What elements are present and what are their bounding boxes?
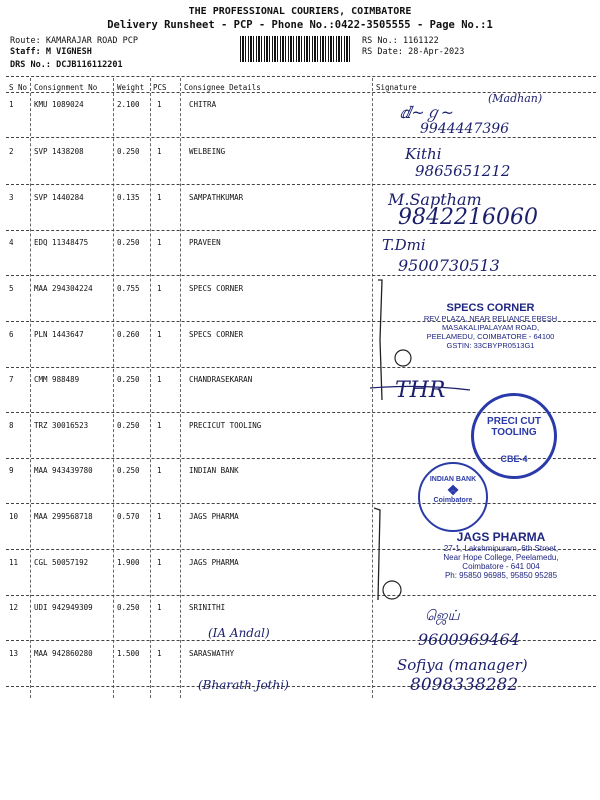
barcode-image: [240, 36, 352, 62]
row-weight: 0.250: [117, 421, 140, 430]
row-pcs: 1: [157, 558, 162, 567]
row-pcs: 1: [157, 100, 162, 109]
header-top-rule: [6, 76, 596, 77]
row-consignment-no: MAA 942860280: [34, 649, 93, 658]
drs-value: DCJB116112201: [56, 60, 123, 70]
row-weight: 0.250: [117, 238, 140, 247]
row-weight: 0.260: [117, 330, 140, 339]
handwritten-phone: 8098338282: [410, 675, 519, 695]
seal-title: INDIAN BANK: [429, 476, 477, 483]
col-divider: [150, 78, 151, 698]
signature-scribble: Kithi: [405, 145, 442, 163]
row-sno: 1: [9, 100, 14, 109]
row-consignment-no: MAA 294304224: [34, 284, 93, 293]
drs-line: [10, 60, 123, 70]
staff-value: M VIGNESH: [45, 47, 92, 57]
seal-city: CBE-4: [500, 454, 528, 464]
row-sno: 11: [9, 558, 19, 567]
handwritten-phone: 9842216060: [398, 205, 538, 230]
row-consignee: SARASWATHY: [189, 649, 235, 658]
col-header-consignee: Consignee Details: [184, 83, 261, 92]
row-divider: [6, 184, 596, 185]
stamp-address: 27-1, Lakshmipuram, 6th Street,: [443, 544, 559, 553]
stamp-address: Near Hope College, Peelamedu,: [443, 553, 559, 562]
bank-logo-icon: ❖: [446, 482, 460, 498]
stamp-address: MASAKALIPALAYAM ROAD,: [441, 323, 540, 332]
row-divider: [6, 230, 596, 231]
stamp-title: SPECS CORNER: [446, 302, 535, 314]
col-divider: [30, 78, 31, 698]
rs-date-label: RS Date:: [362, 47, 403, 57]
row-sno: 12: [9, 603, 19, 612]
stamp-phone: Ph: 95850 96985, 95850 95285: [444, 571, 558, 580]
row-weight: 1.500: [117, 649, 140, 658]
row-pcs: 1: [157, 330, 162, 339]
row-divider: [6, 137, 596, 138]
handwritten-name: (Madhan): [488, 92, 543, 105]
handwritten-phone: 9600969464: [418, 630, 520, 649]
circled-mark: [383, 581, 401, 599]
row-sno: 5: [9, 284, 14, 293]
stamp-address: PEELAMEDU, COIMBATORE - 64100: [426, 332, 555, 341]
signature-scribble: ⅆ~ℊ~: [400, 103, 455, 122]
route-line: [10, 36, 138, 46]
row-consignment-no: KMU 1089024: [34, 100, 84, 109]
col-divider: [113, 78, 114, 698]
row-consignee: SAMPATHKUMAR: [189, 193, 244, 202]
row-weight: 2.100: [117, 100, 140, 109]
bracket-line: [374, 508, 380, 600]
stamp-address: Coimbatore - 641 004: [462, 562, 540, 571]
handwritten-mark: THR: [395, 378, 446, 403]
route-label: Route:: [10, 36, 41, 46]
row-consignee: JAGS PHARMA: [189, 512, 239, 521]
row-consignment-no: CMM 988489: [34, 375, 80, 384]
row-sno: 3: [9, 193, 14, 202]
row-weight: 0.570: [117, 512, 140, 521]
bracket-line: [378, 280, 382, 400]
row-consignee: JAGS PHARMA: [189, 558, 239, 567]
rs-no-value: 1161122: [402, 36, 439, 46]
stamp-address: REV PLAZA, NEAR RELIANCE FRESH: [423, 314, 558, 323]
route-value: KAMARAJAR ROAD PCP: [45, 36, 138, 46]
rs-no-label: RS No.:: [362, 36, 398, 46]
row-consignee: CHANDRASEKARAN: [189, 375, 253, 384]
handwritten-phone: 9944447396: [420, 121, 510, 137]
stamp-title: JAGS PHARMA: [456, 530, 546, 544]
circled-mark: [395, 350, 411, 366]
row-pcs: 1: [157, 147, 162, 156]
row-weight: 0.250: [117, 147, 140, 156]
row-consignment-no: SVP 1438208: [34, 147, 84, 156]
row-sno: 13: [9, 649, 19, 658]
row-sno: 10: [9, 512, 19, 521]
row-consignee: PRAVEEN: [189, 238, 221, 247]
row-weight: 0.250: [117, 603, 140, 612]
signature-stroke: [370, 386, 470, 390]
seal-city: Coimbatore: [433, 497, 473, 504]
row-sno: 6: [9, 330, 14, 339]
company-title: THE PROFESSIONAL COURIERS, COIMBATORE: [188, 6, 412, 17]
row-weight: 0.250: [117, 466, 140, 475]
staff-line: [10, 47, 92, 57]
row-weight: 0.755: [117, 284, 140, 293]
rs-date-line: [362, 47, 464, 57]
row-sno: 7: [9, 375, 14, 384]
row-pcs: 1: [157, 649, 162, 658]
handwritten-phone: 9865651212: [415, 162, 511, 180]
row-pcs: 1: [157, 421, 162, 430]
row-consignment-no: MAA 299568718: [34, 512, 93, 521]
row-pcs: 1: [157, 375, 162, 384]
rs-date-value: 28-Apr-2023: [408, 47, 465, 57]
signature-scribble: T.Dmi: [382, 236, 426, 254]
row-pcs: 1: [157, 603, 162, 612]
row-sno: 9: [9, 466, 14, 475]
row-consignment-no: PLN 1443647: [34, 330, 84, 339]
row-pcs: 1: [157, 238, 162, 247]
row-sno: 8: [9, 421, 14, 430]
row-sno: 4: [9, 238, 14, 247]
row-consignee: CHITRA: [189, 100, 217, 109]
row-pcs: 1: [157, 284, 162, 293]
staff-label: Staff:: [10, 47, 41, 57]
row-weight: 1.900: [117, 558, 140, 567]
col-header-weight: Weight: [117, 83, 145, 92]
row-pcs: 1: [157, 512, 162, 521]
row-consignee: WELBEING: [189, 147, 226, 156]
row-consignee: SPECS CORNER: [189, 330, 244, 339]
row-consignee: PRECICUT TOOLING: [189, 421, 262, 430]
row-consignment-no: MAA 943439780: [34, 466, 93, 475]
row-weight: 0.250: [117, 375, 140, 384]
row-consignment-no: CGL 50057192: [34, 558, 89, 567]
signature-scribble: ஜெய்: [425, 608, 460, 624]
handwritten-note: (Bharath Jothi): [198, 678, 289, 692]
runsheet-subtitle: Delivery Runsheet - PCP - Phone No.:0422-3505555 - Page No.:1: [107, 19, 493, 31]
seal-title: PRECI CUT TOOLING: [487, 416, 541, 438]
handwritten-phone: 9500730513: [398, 256, 500, 275]
row-consignment-no: SVP 1440284: [34, 193, 84, 202]
row-weight: 0.135: [117, 193, 140, 202]
col-header-consignment: Consignment No: [34, 83, 98, 92]
drs-label: DRS No.:: [10, 60, 51, 70]
row-sno: 2: [9, 147, 14, 156]
rs-no-line: [362, 36, 439, 46]
col-header-sno: S No: [9, 83, 28, 92]
row-consignee: SRINITHI: [189, 603, 226, 612]
row-consignment-no: EDQ 11348475: [34, 238, 89, 247]
handwritten-name: Sofiya (manager): [397, 656, 528, 674]
signature-brackets: [360, 270, 600, 610]
col-header-signature: Signature: [376, 83, 417, 92]
stamp-gst: GSTIN: 33CBYPR0513G1: [446, 341, 535, 350]
signature-scribble: M.Saptham: [388, 190, 482, 209]
col-header-pcs: PCS: [153, 83, 167, 92]
row-consignment-no: TRZ 30016523: [34, 421, 89, 430]
row-consignee: SPECS CORNER: [189, 284, 244, 293]
row-consignment-no: UDI 942949309: [34, 603, 93, 612]
row-consignee: INDIAN BANK: [189, 466, 239, 475]
row-pcs: 1: [157, 466, 162, 475]
col-divider: [180, 78, 181, 698]
row-pcs: 1: [157, 193, 162, 202]
handwritten-note: (IA Andal): [208, 626, 270, 640]
